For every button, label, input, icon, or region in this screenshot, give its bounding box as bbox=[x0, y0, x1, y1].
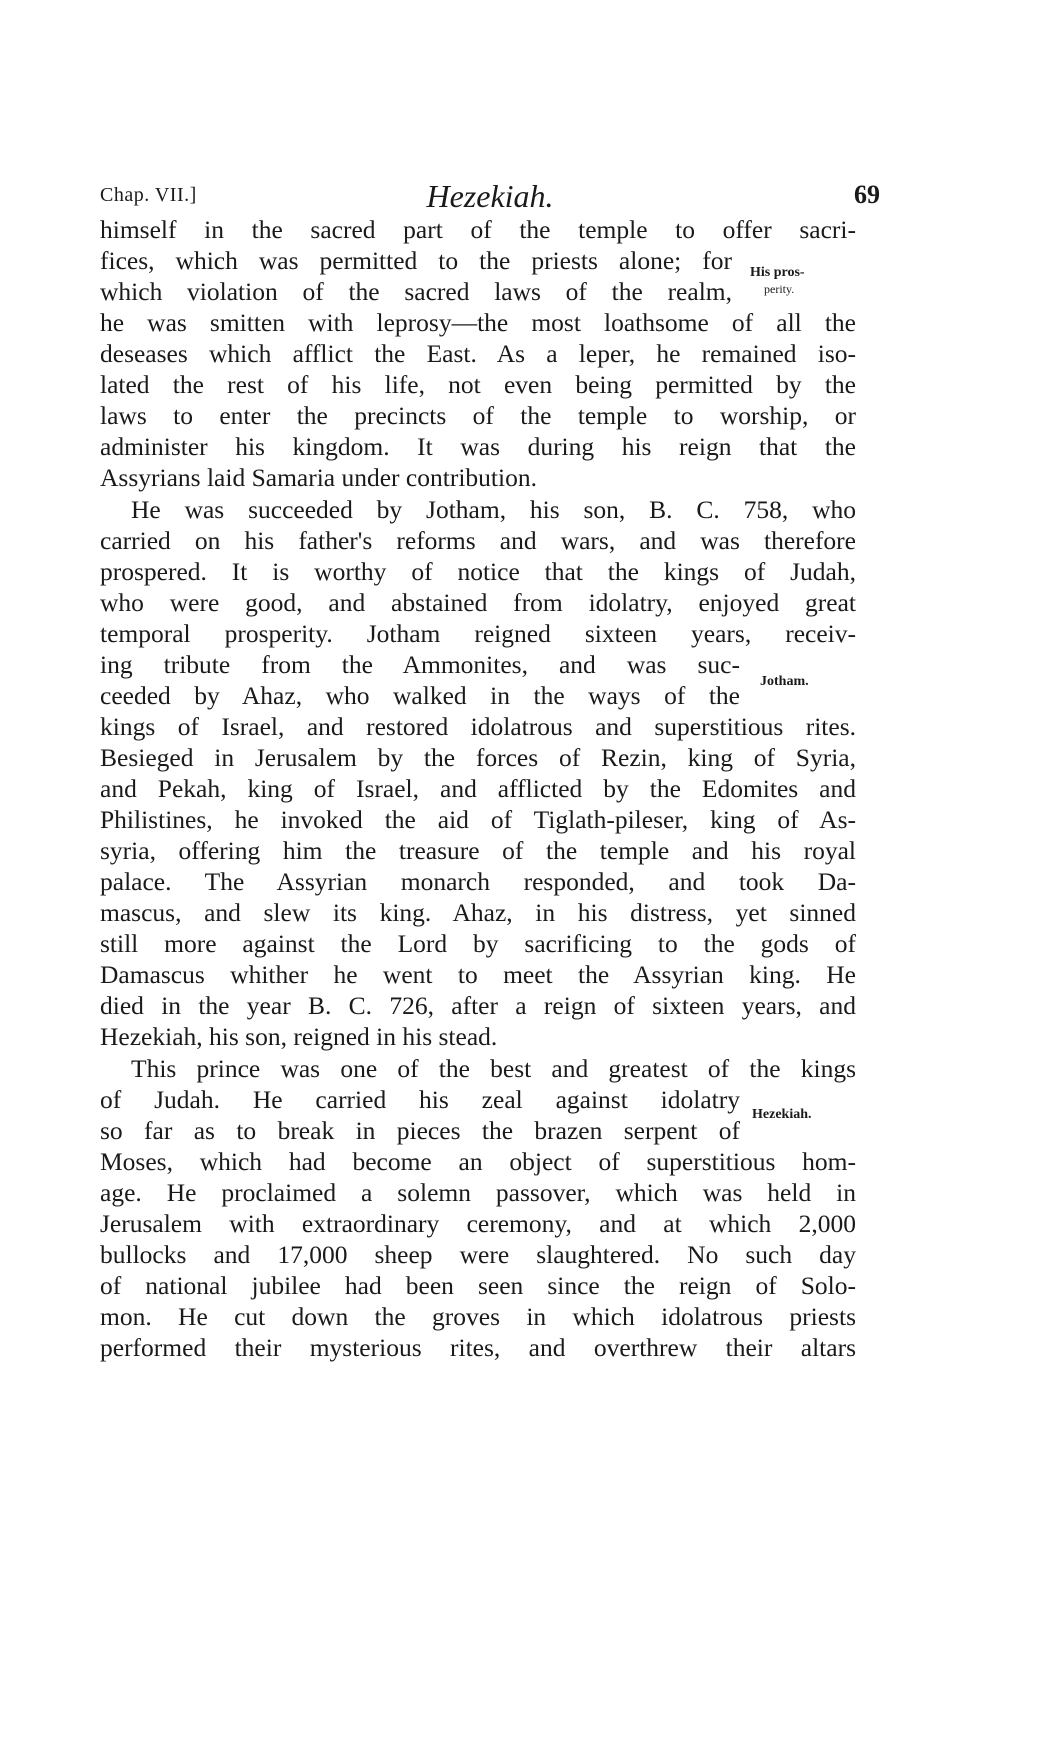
text-line: age. He proclaimed a solemn passover, which was held in bbox=[100, 1178, 856, 1207]
text-line: so far as to break in pieces the brazen serpent of bbox=[100, 1116, 740, 1145]
text-line: of national jubilee had been seen since the reign of Solo- bbox=[100, 1271, 856, 1300]
text-line: administer his kingdom. It was during his reign that the bbox=[100, 432, 856, 461]
text-line: fices, which was permitted to the priests alone; for bbox=[100, 246, 732, 275]
text-line: deseases which afflict the East. As a leper, he remained iso- bbox=[100, 339, 856, 368]
text-line: died in the year B. C. 726, after a reign of sixteen years, and bbox=[100, 991, 856, 1020]
chapter-label: Chap. VII.] bbox=[100, 184, 197, 206]
text-line: lated the rest of his life, not even being permitted by the bbox=[100, 370, 856, 399]
text-line: ing tribute from the Ammonites, and was suc- bbox=[100, 650, 740, 679]
text-line: of Judah. He carried his zeal against idolatry bbox=[100, 1085, 740, 1114]
text-line: prospered. It is worthy of notice that the kings of Judah, bbox=[100, 557, 856, 586]
text-line: and Pekah, king of Israel, and afflicted by the Edomites and bbox=[100, 774, 856, 803]
text-line: Besieged in Jerusalem by the forces of Rezin, king of Syria, bbox=[100, 743, 856, 772]
text-line: Jerusalem with extraordinary ceremony, and at which 2,000 bbox=[100, 1209, 856, 1238]
text-line: Assyrians laid Samaria under contribution. bbox=[100, 463, 537, 492]
text-line: who were good, and abstained from idolatry, enjoyed great bbox=[100, 588, 856, 617]
text-line: kings of Israel, and restored idolatrous and superstitious rites. bbox=[100, 712, 856, 741]
text-line: He was succeeded by Jotham, his son, B. C. 758, who bbox=[131, 495, 856, 524]
text-line: carried on his father's reforms and wars, and was therefore bbox=[100, 526, 856, 555]
margin-note-prosperity-1: His pros- bbox=[750, 265, 805, 280]
text-line: which violation of the sacred laws of the realm, bbox=[100, 277, 732, 306]
text-line: mascus, and slew its king. Ahaz, in his distress, yet sinned bbox=[100, 898, 856, 927]
page-title: Hezekiah. bbox=[426, 178, 554, 214]
running-header bbox=[100, 180, 880, 220]
text-line: syria, offering him the treasure of the temple and his royal bbox=[100, 836, 856, 865]
text-line: palace. The Assyrian monarch responded, and took Da- bbox=[100, 867, 856, 896]
text-line: temporal prosperity. Jotham reigned sixteen years, receiv- bbox=[100, 619, 856, 648]
text-line: bullocks and 17,000 sheep were slaughtered. No such day bbox=[100, 1240, 856, 1269]
margin-note-prosperity-2: perity. bbox=[764, 282, 795, 296]
margin-note-jotham: Jotham. bbox=[760, 674, 809, 689]
text-line: Moses, which had become an object of superstitious hom- bbox=[100, 1147, 856, 1176]
text-line: This prince was one of the best and greatest of the kings bbox=[131, 1054, 856, 1083]
margin-note-hezekiah: Hezekiah. bbox=[752, 1107, 812, 1122]
text-line: ceeded by Ahaz, who walked in the ways of the bbox=[100, 681, 740, 710]
text-line: Damascus whither he went to meet the Assyrian king. He bbox=[100, 960, 856, 989]
text-line: Hezekiah, his son, reigned in his stead. bbox=[100, 1022, 498, 1051]
text-line: performed their mysterious rites, and overthrew their altars bbox=[100, 1333, 856, 1362]
text-line: still more against the Lord by sacrificing to the gods of bbox=[100, 929, 856, 958]
text-line: Philistines, he invoked the aid of Tiglath-pileser, king of As- bbox=[100, 805, 856, 834]
page-number: 69 bbox=[854, 180, 880, 209]
text-line: mon. He cut down the groves in which idolatrous priests bbox=[100, 1302, 856, 1331]
text-line: laws to enter the precincts of the temple to worship, or bbox=[100, 401, 856, 430]
text-line: he was smitten with leprosy—the most loathsome of all the bbox=[100, 308, 856, 337]
text-line: himself in the sacred part of the temple to offer sacri- bbox=[100, 215, 856, 244]
